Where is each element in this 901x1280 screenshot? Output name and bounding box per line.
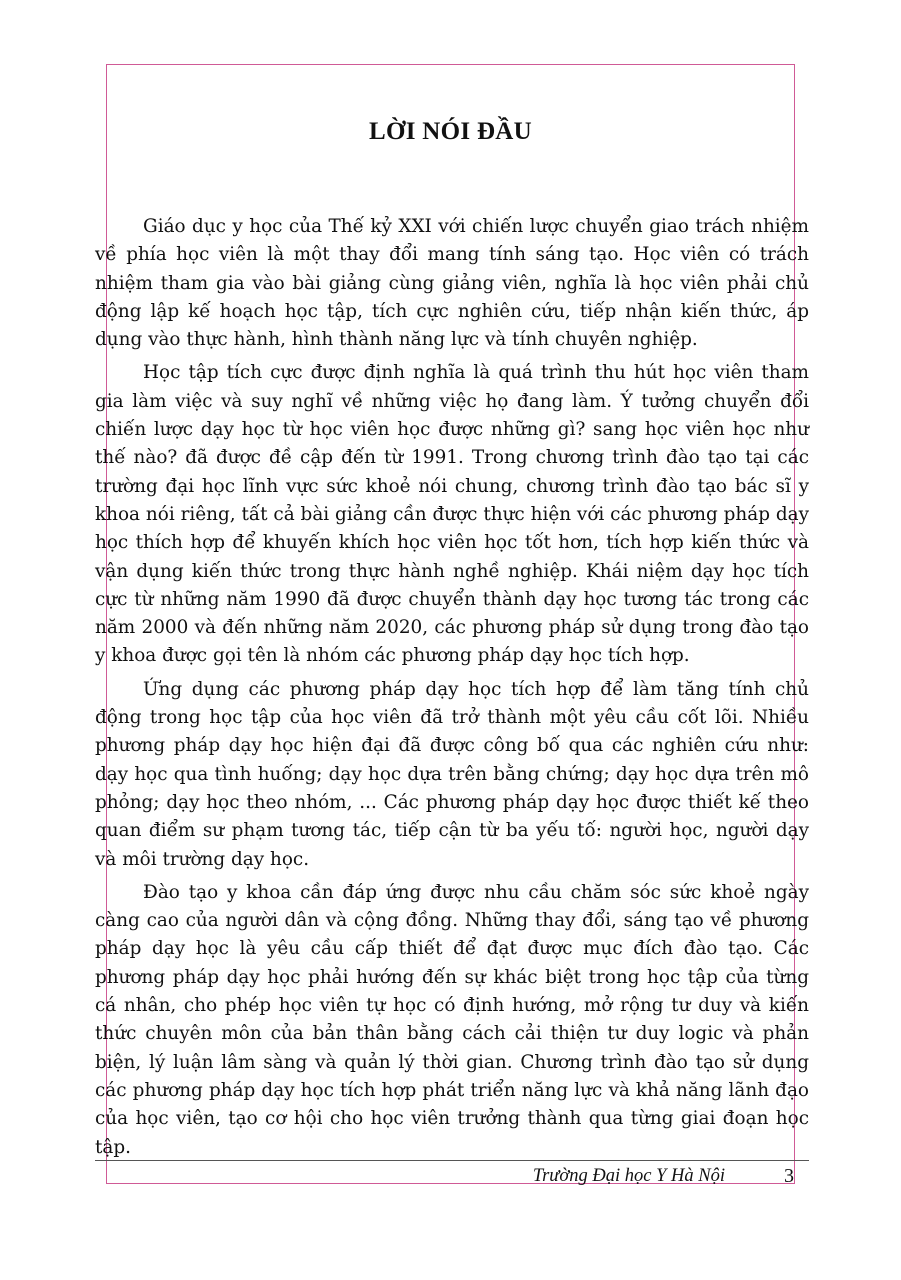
page-number: 3 [784, 1165, 794, 1187]
paragraph-2: Học tập tích cực được định nghĩa là quá trình thu hút học viên tham gia làm việc và suy nghĩ về những việc họ đang làm. Ý tưởng chuyển đổi chiến lược dạy học từ học viên học được những gì? sang học viên học như thế nào? đã được đề cập đến từ 1991. Trong chương trình đào tạo tại các trường đại học lĩnh vực sức khoẻ nói chung, chương trình đào tạo bác sĩ y khoa nói riêng, tất cả bài giảng cần được thực hiện với các phương pháp dạy học thích hợp để khuyến khích học viên học tốt hơn, tích hợp kiến thức và vận dụng kiến thức trong thực hành nghề nghiệp. Khái niệm dạy học tích cực từ những năm 1990 đã được chuyển thành dạy học tương tác trong các năm 2000 và đến những năm 2020, các phương pháp sử dụng trong đào tạo y khoa được gọi tên là nhóm các phương pháp dạy học tích hợp. [95, 362, 809, 667]
page-title: LỜI NÓI ĐẦU [368, 118, 533, 145]
paragraph-1: Giáo dục y học của Thế kỷ XXI với chiến lược chuyển giao trách nhiệm về phía học viên là một thay đổi mang tính sáng tạo. Học viên có trách nhiệm tham gia vào bài giảng cùng giảng viên, nghĩa là học viên phải chủ động lập kế hoạch học tập, tích cực nghiên cứu, tiếp nhận kiến thức, áp dụng vào thực hành, hình thành năng lực và tính chuyên nghiệp. [95, 216, 809, 351]
footer-institution: Trường Đại học Y Hà Nội [532, 1166, 725, 1186]
document-body [95, 213, 809, 1167]
paragraph-4: Đào tạo y khoa cần đáp ứng được nhu cầu chăm sóc sức khoẻ ngày càng cao của người dân và cộng đồng. Những thay đổi, sáng tạo về phương pháp dạy học là yêu cầu cấp thiết để đạt được mục đích đào tạo. Các phương pháp dạy học phải hướng đến sự khác biệt trong học tập của từng cá nhân, cho phép học viên tự học có định hướng, mở rộng tư duy và kiến thức chuyên môn của bản thân bằng cách cải thiện tư duy logic và phản biện, lý luận lâm sàng và quản lý thời gian. Chương trình đào tạo sử dụng các phương pháp dạy học tích hợp phát triển năng lực và khả năng lãnh đạo của học viên, tạo cơ hội cho học viên trưởng thành qua từng giai đoạn học tập. [95, 881, 809, 1158]
footer-divider [95, 1160, 809, 1161]
paragraph-3: Ứng dụng các phương pháp dạy học tích hợp để làm tăng tính chủ động trong học tập của học viên đã trở thành một yêu cầu cốt lõi. Nhiều phương pháp dạy học hiện đại đã được công bố qua các nghiên cứu như: dạy học qua tình huống; dạy học dựa trên bằng chứng; dạy học dựa trên mô phỏng; dạy học theo nhóm, ... Các phương pháp dạy học được thiết kế theo quan điểm sư phạm tương tác, tiếp cận từ ba yếu tố: người học, người dạy và môi trường dạy học. [95, 678, 809, 870]
